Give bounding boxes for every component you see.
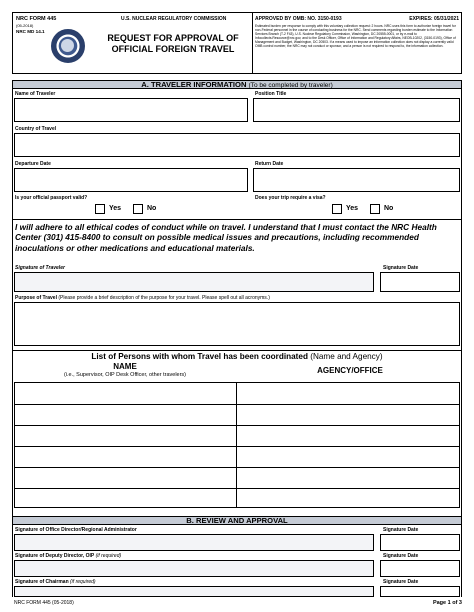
footer-page: Page 1 of 3 bbox=[432, 600, 462, 606]
passport-yes-label: Yes bbox=[109, 205, 122, 212]
form-title-line1: REQUEST FOR APPROVAL OF bbox=[107, 33, 239, 43]
table-row-divider bbox=[15, 425, 459, 426]
table-row-divider bbox=[15, 488, 459, 489]
traveler-signature-date-input[interactable] bbox=[380, 272, 460, 292]
header-right bbox=[253, 13, 461, 73]
visa-yes-label: Yes bbox=[346, 205, 359, 212]
position-title-input[interactable] bbox=[253, 98, 460, 122]
traveler-signature-date-label: Signature Date bbox=[383, 265, 419, 271]
section-b-title: B. REVIEW AND APPROVAL bbox=[186, 516, 288, 525]
col-name-note: (i.e., Supervisor, OIP Desk Officer, other travelers) bbox=[63, 372, 187, 378]
office-director-signature-label: Signature of Office Director/Regional Administrator bbox=[15, 527, 137, 533]
form-header bbox=[12, 12, 462, 74]
passport-yes-checkbox[interactable] bbox=[95, 204, 105, 214]
form-number: NRC FORM 445 bbox=[16, 16, 57, 22]
name-label: Name of Traveler bbox=[15, 91, 56, 97]
office-director-signature-field[interactable] bbox=[14, 534, 374, 551]
chairman-signature-label: Signature of Chairman bbox=[15, 579, 69, 585]
divider bbox=[12, 219, 462, 220]
sig1-date-input[interactable] bbox=[380, 534, 460, 551]
table-row-divider bbox=[15, 404, 459, 405]
visa-no-label: No bbox=[384, 205, 394, 212]
sig2-date-label: Signature Date bbox=[383, 553, 419, 559]
section-a-note: (To be completed by traveler) bbox=[248, 82, 333, 89]
agency-name: U.S. NUCLEAR REGULATORY COMMISSION bbox=[121, 16, 227, 22]
passport-question: Is your official passport valid? bbox=[15, 195, 88, 201]
country-label: Country of Travel bbox=[15, 126, 57, 132]
chairman-signature-field[interactable] bbox=[14, 586, 374, 597]
burden-statement: Estimated burden per response to comply with this voluntary collection request: 2 hours. NRC uses this form to authorize foreign travel for non-Federal personnel in the course of conducting business for the NRC. Send comments regarding burden estimate to the Information Services Branch (T-2 F43), U.S. Nuclear Regulatory Commission, Washington, DC 20555-0001, or by e-mail to Infocollects.Resource@nrc.gov, and to the Desk Officer, Office of Information and Regulatory Affairs, NEOB-10202, (3150-0193), Office of Management and Budget, Washington, DC 20503. If a means used to impose an information collection does not display a currently valid OMB control number, the NRC may not conduct or sponsor, and a person is not required to respond to, the information collection. bbox=[255, 24, 456, 49]
country-input[interactable] bbox=[14, 133, 460, 157]
nrc-md: NRC MD 14.1 bbox=[16, 29, 45, 34]
visa-yes-checkbox[interactable] bbox=[332, 204, 342, 214]
traveler-signature-label: Signature of Traveler bbox=[15, 265, 65, 271]
position-label: Position Title bbox=[255, 91, 287, 97]
if-required-note: (if required) bbox=[70, 579, 96, 585]
omb-number: APPROVED BY OMB: NO. 3150-0193 bbox=[255, 16, 342, 22]
purpose-label: Purpose of Travel bbox=[15, 295, 57, 301]
passport-no-checkbox[interactable] bbox=[133, 204, 143, 214]
sig2-date-input[interactable] bbox=[380, 560, 460, 577]
sig1-date-label: Signature Date bbox=[383, 527, 419, 533]
expiration: EXPIRES: 05/31/2021 bbox=[409, 16, 459, 22]
visa-question: Does your trip require a visa? bbox=[255, 195, 326, 201]
persons-title-row bbox=[12, 352, 462, 361]
purpose-note: (Please provide a brief description of the purpose for your travel. Please spell out all acronyms.) bbox=[58, 295, 270, 301]
table-row-divider bbox=[15, 467, 459, 468]
ethics-statement: I will adhere to all ethical codes of conduct while on travel. I understand that I must contact the NRC Health Center (301) 415-8400 to consult on possible medical issues and precautions, including recommended inoculations or other medications and educational materials. bbox=[15, 222, 437, 253]
deputy-director-label-row bbox=[15, 553, 121, 559]
col-agency-header: AGENCY/OFFICE bbox=[317, 366, 383, 375]
section-a-header bbox=[12, 80, 462, 89]
form-page bbox=[12, 12, 462, 597]
purpose-input[interactable] bbox=[14, 302, 460, 346]
if-required-note: (if required) bbox=[95, 553, 122, 559]
chairman-label-row bbox=[15, 579, 96, 585]
deputy-director-signature-field[interactable] bbox=[14, 560, 374, 577]
header-left bbox=[13, 13, 253, 73]
return-label: Return Date bbox=[255, 161, 284, 167]
persons-table bbox=[14, 382, 460, 508]
departure-date-input[interactable] bbox=[14, 168, 248, 192]
purpose-label-row bbox=[15, 295, 270, 301]
sig3-date-label: Signature Date bbox=[383, 579, 419, 585]
traveler-signature-field[interactable] bbox=[14, 272, 374, 292]
visa-no-checkbox[interactable] bbox=[370, 204, 380, 214]
departure-label: Departure Date bbox=[15, 161, 51, 167]
persons-title-note: (Name and Agency) bbox=[310, 352, 383, 361]
frame-right bbox=[461, 80, 462, 597]
nrc-seal-icon bbox=[51, 29, 85, 63]
col-name-header: NAME bbox=[113, 362, 137, 371]
form-title-line2: OFFICIAL FOREIGN TRAVEL bbox=[111, 44, 235, 54]
sig3-date-input[interactable] bbox=[380, 586, 460, 597]
form-date: (05-2018) bbox=[16, 23, 34, 28]
traveler-name-input[interactable] bbox=[14, 98, 248, 122]
section-a-title: A. TRAVELER INFORMATION bbox=[141, 80, 247, 89]
divider bbox=[12, 350, 462, 351]
passport-no-label: No bbox=[147, 205, 157, 212]
return-date-input[interactable] bbox=[253, 168, 460, 192]
frame-left bbox=[12, 80, 13, 597]
persons-title: List of Persons with whom Travel has been coordinated bbox=[91, 352, 308, 361]
section-b-header bbox=[12, 516, 462, 525]
table-row-divider bbox=[15, 446, 459, 447]
deputy-director-signature-label: Signature of Deputy Director, OIP bbox=[15, 553, 95, 559]
footer-form: NRC FORM 445 (05-2018) bbox=[14, 600, 74, 606]
